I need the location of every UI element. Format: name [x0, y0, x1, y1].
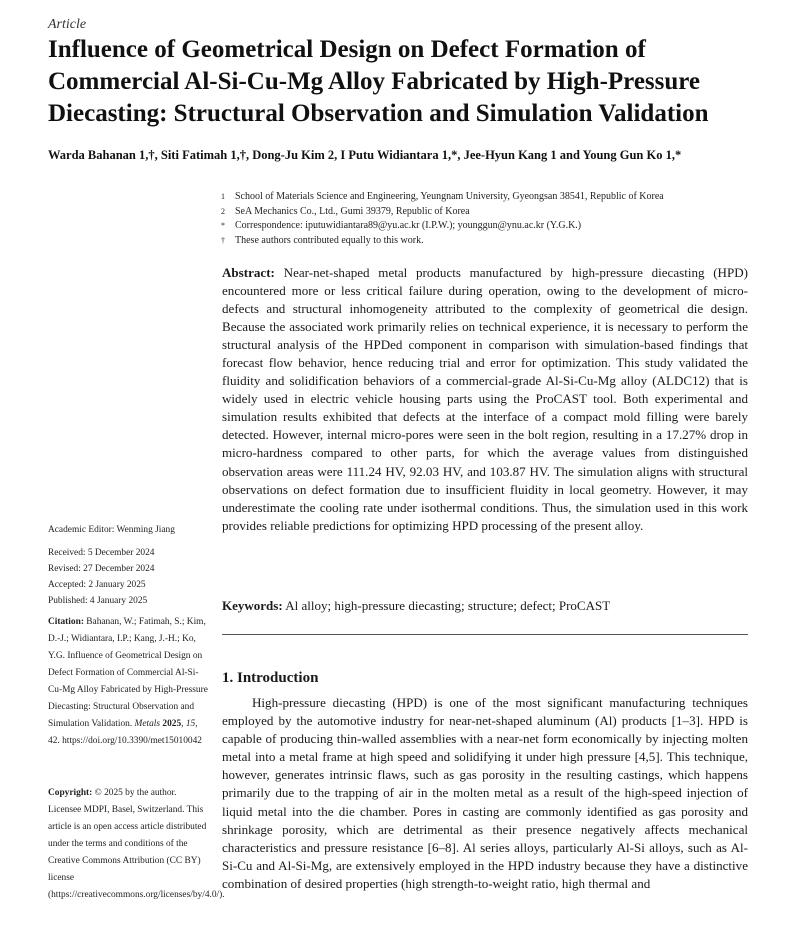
equal-contribution-note: † These authors contributed equally to this work. [221, 234, 424, 246]
copyright-text: © 2025 by the author. Licensee MDPI, Basel, Switzerland. This article is an open access article distributed under the terms and conditions of the Creative Commons Attribution (CC BY) license (https://creativecommons.org/licenses/by/4.0/). [48, 788, 225, 900]
abstract-text: Near-net-shaped metal products manufactured by high-pressure diecasting (HPD) encountered more or less critical failure during operation, owing to the development of micro-defects and structural inhomogeneity attributed to the complexity of geometrical die design. Because the associated work primarily relies on technical experience, it is necessary to perform the structural analysis of the HPDed component in comparison with simulation-based findings that forecast flow behavior, hence reducing trial and error for optimization. This study validated the fluidity and solidification behaviors of a commercial-grade Al-Si-Cu-Mg alloy (ALDC12) that is widely used in electric vehicle housing parts using the ProCAST tool. Both experimental and simulation results exhibited that defects at the interface of a compact mold filling were barely detected. However, internal micro-pores were seen in the bolt region, resulting in a 17.27% drop in micro-hardness compared to other parts, for which the average values from distinguished observation areas were 111.24 HV, 92.03 HV, and 103.87 HV. The simulation aligns with structural observations on defect formation due to insufficient fluidity in local geometry. However, it may underestimate the cooling rate under isothermal conditions. Thus, the simulation used in this work provides reliable predictions for optimizing HPD processing of the present alloy. [222, 265, 749, 533]
copyright-label: Copyright: [48, 788, 93, 798]
introduction-paragraph: High-pressure diecasting (HPD) is one of the most significant manufacturing techniques employed by the automotive industry for near-net-shaped aluminum (Al) products [1–3]. HPD is capable of producing thin-walled assemblies with a near-net form economically by injecting molten metal into a metal frame at high speed and solidifying it under high pressure [4,5]. This technique, however, generates intrinsic flaws, such as gas porosity in the resulting castings, which happens primarily due to the trapping of air in the molten metal as a result of the high-speed injection of liquid metal into the die chamber. Pores in casting are commonly identified as gas porosity and shrinkage porosity, which are detrimental as their presence negatively affects mechanical characteristics and pressure resistance [6–8]. Al series alloys, particularly Al-Si alloys, such as Al-Si-Cu and Al-Si-Mg, are extensively employed in the HPD industry because they have a distinctive combination of desired properties (high strength-to-weight ratio, high thermal and [222, 695, 748, 891]
author-list: Warda Bahanan 1,†, Siti Fatimah 1,†, Dong-Ju Kim 2, I Putu Widiantara 1,*, Jee-Hyun Kang 1 and Young Gun Ko 1,* [48, 148, 682, 162]
citation-year: 2025 [162, 719, 182, 729]
citation-label: Citation: [48, 617, 84, 627]
abstract [222, 264, 748, 535]
citation-text: Bahanan, W.; Fatimah, S.; Kim, D.-J.; Widiantara, I.P.; Kang, J.-H.; Ko, Y.G. Influence of Geometrical Design on Defect Formation of Commercial Al-Si-Cu-Mg Alloy Fabricated by High-Pressure Diecasting: Structural Observation and Simulation Validation. [48, 617, 208, 729]
keywords-label: Keywords: [222, 598, 283, 613]
keywords [222, 598, 748, 614]
affiliation-1: 1 School of Materials Science and Engineering, Yeungnam University, Gyeongsan 38541, Republic of Korea [221, 191, 664, 202]
affiliations [221, 190, 781, 248]
citation-article: , 42. [48, 719, 198, 746]
copyright [48, 785, 225, 904]
affiliation-2: 2 SeA Mechanics Co., Ltd., Gumi 39379, Republic of Korea [221, 205, 470, 217]
citation-journal: Metals [134, 719, 161, 729]
citation-volume: 15 [185, 719, 196, 729]
citation: Citation: Bahanan, W.; Fatimah, S.; Kim, D.-J.; Widiantara, I.P.; Kang, J.-H.; Ko, Y.G. Influence of Geometrical Design on Defect Formation of Commercial Al-Si-Cu-Mg Alloy Fabricated by High-Pressure Diecasting: Structural Observation and Simulation Validation. Metals 2025, 15, 42. https://doi.org/10.3390/met15010042 [48, 617, 208, 746]
revised-date: Revised: 27 December 2024 [48, 564, 155, 574]
article-title: Influence of Geometrical Design on Defect Formation of Commercial Al-Si-Cu-Mg Alloy Fabricated by High-Pressure Diecasting: Structural Observation and Simulation Validation [48, 36, 709, 127]
citation-doi-link[interactable]: https://doi.org/10.3390/met15010042 [62, 736, 202, 746]
published-date: Published: 4 January 2025 [48, 596, 148, 606]
abstract-label: Abstract: [222, 265, 275, 280]
received-date: Received: 5 December 2024 [48, 548, 155, 558]
section-heading: 1. Introduction [222, 670, 319, 686]
section-divider [222, 634, 748, 635]
correspondence: * Correspondence: iputuwidiantara89@yu.ac.kr (I.P.W.); younggun@ynu.ac.kr (Y.G.K.) [221, 220, 582, 231]
academic-editor: Academic Editor: Wenming Jiang [48, 525, 175, 535]
keywords-text: Al alloy; high-pressure diecasting; structure; defect; ProCAST [285, 598, 611, 613]
accepted-date: Accepted: 2 January 2025 [48, 580, 146, 590]
article-type-label: Article [48, 17, 87, 32]
publication-dates [48, 545, 208, 609]
